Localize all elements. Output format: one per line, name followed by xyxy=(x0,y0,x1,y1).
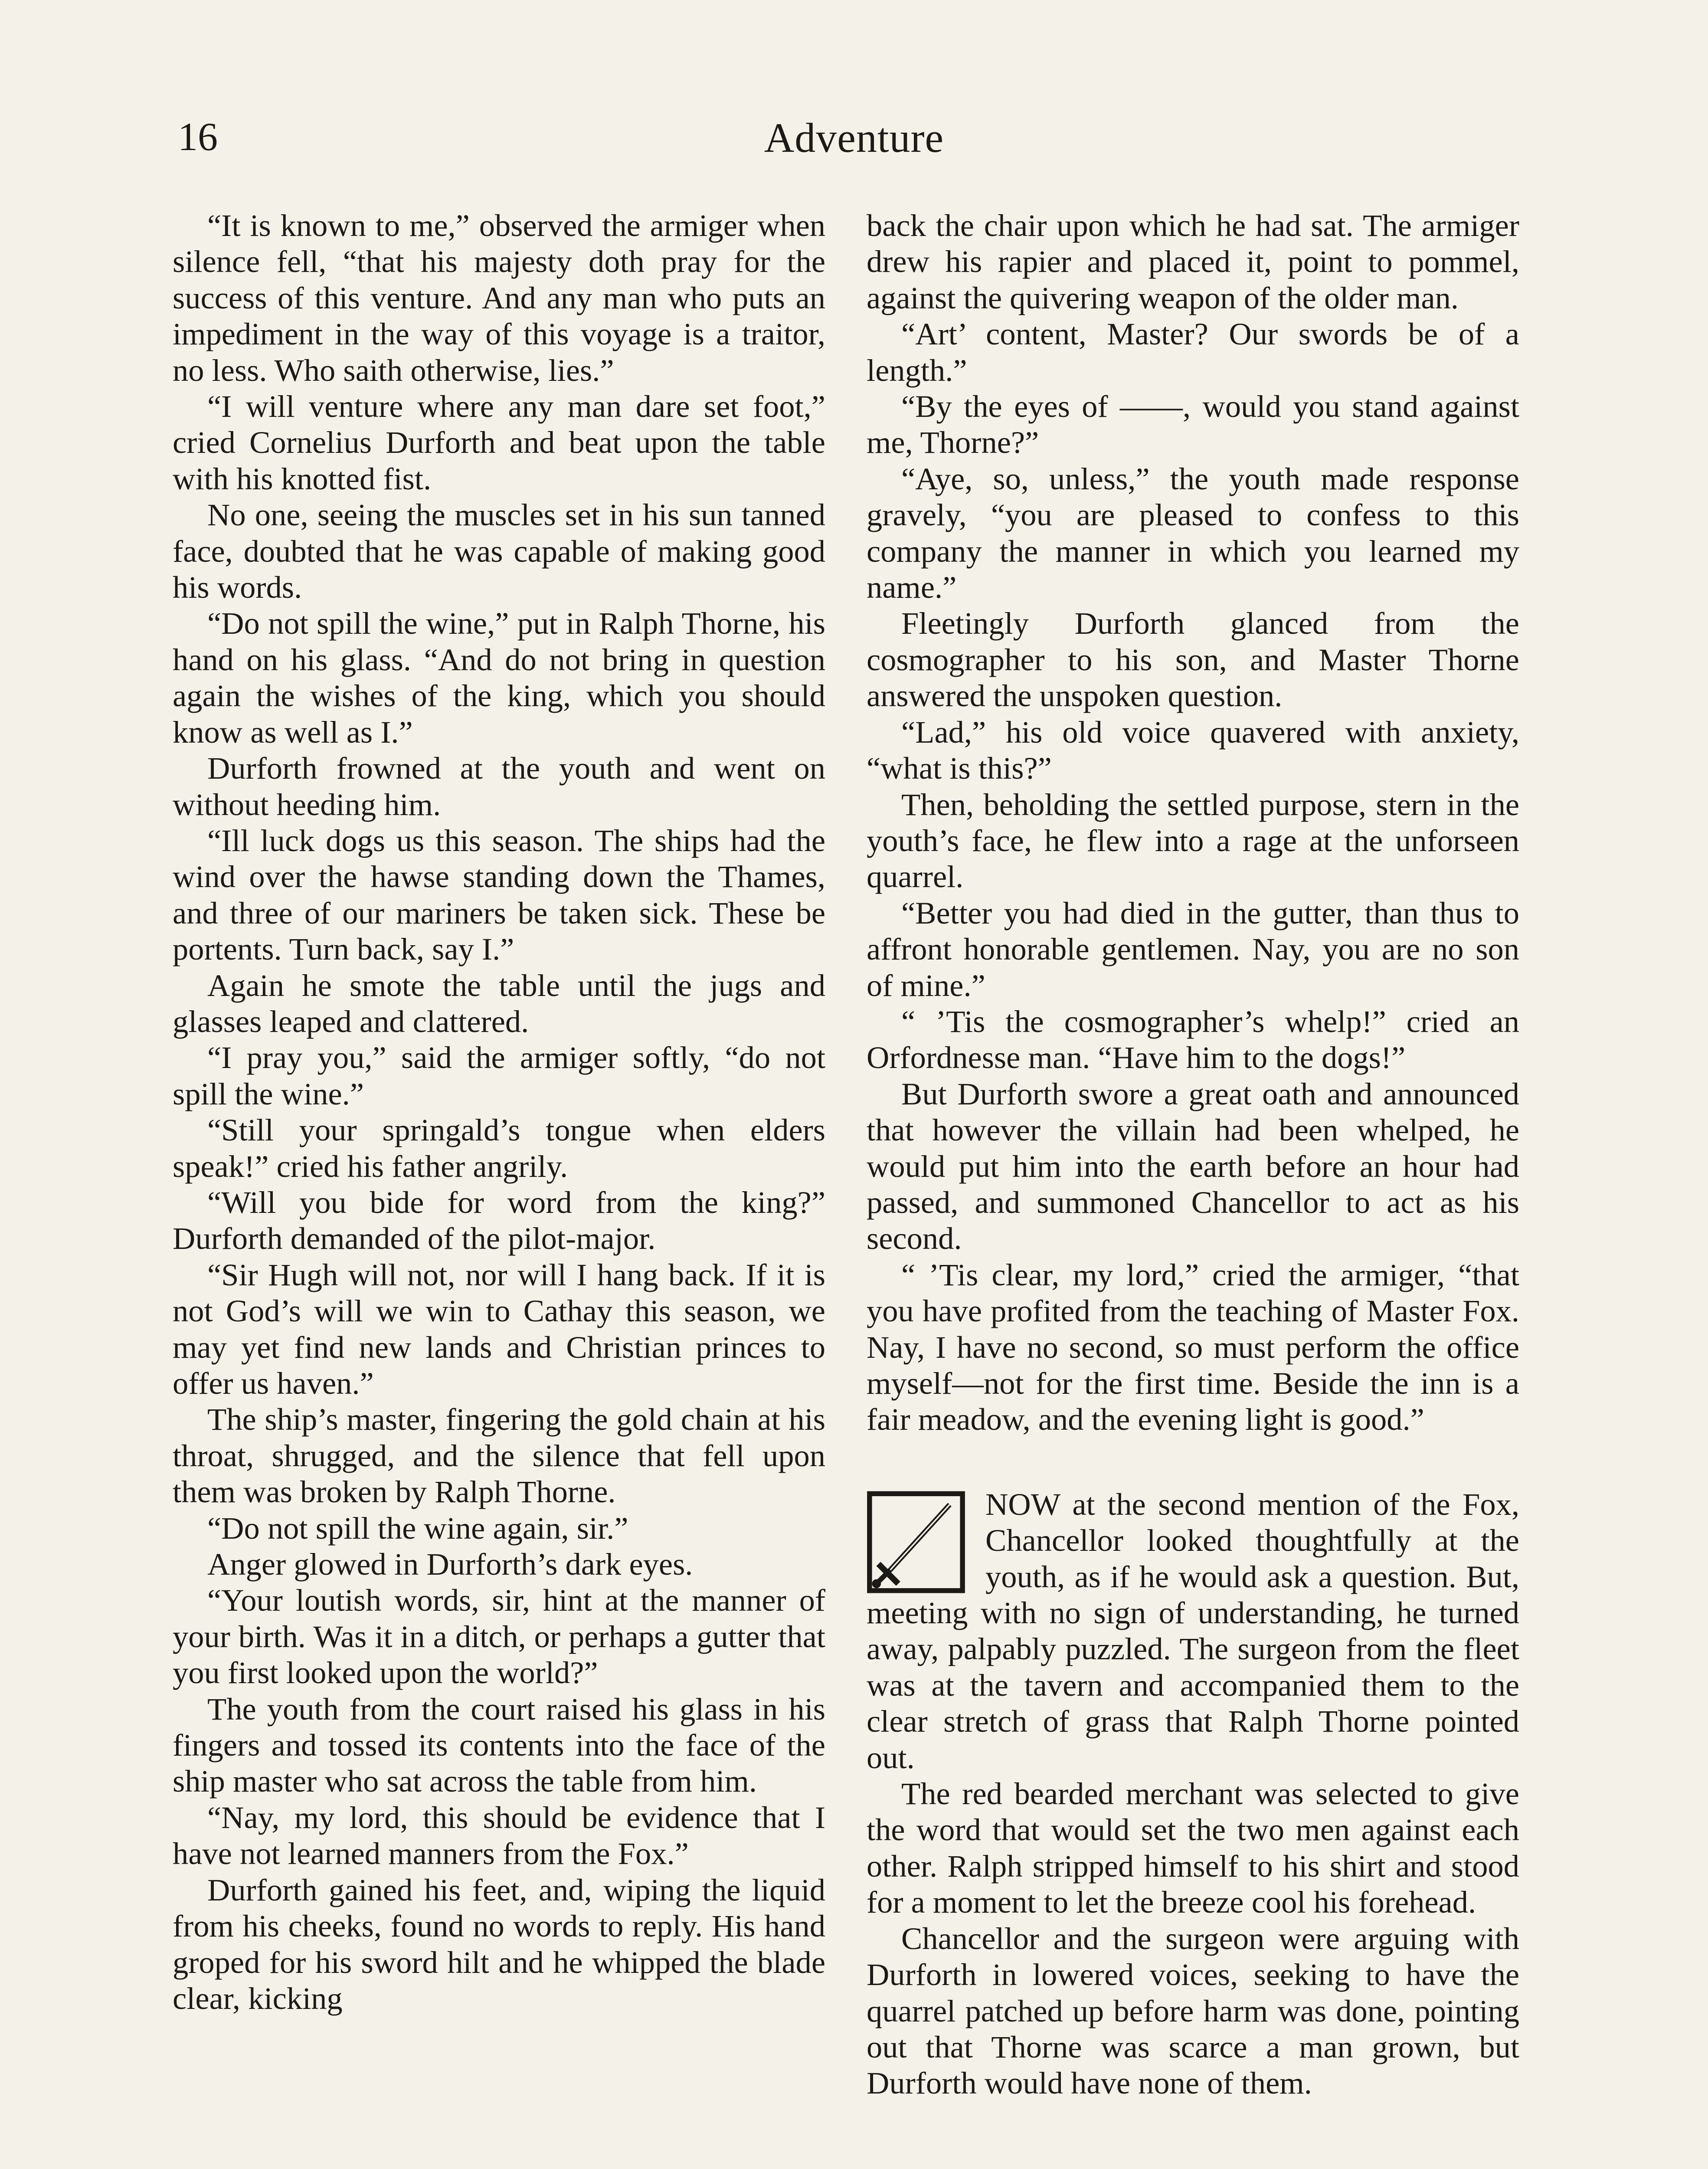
paragraph-text: The red bearded merchant was selected to give the word that would set the two men against each other. Ralph stripped himself to his shirt and stood for a moment to let the breeze cool his forehead. xyxy=(867,1776,1519,1920)
paragraph xyxy=(173,1401,825,1510)
paragraph-text: “Do not spill the wine,” put in Ralph Thorne, his hand on his glass. “And do not bring in question again the wishes of the king, which you should know as well as I.” xyxy=(173,606,825,750)
paragraph xyxy=(173,822,825,967)
paragraph-text: The ship’s master, fingering the gold chain at his throat, shrugged, and the silence that fell upon them was broken by Ralph Thorne. xyxy=(173,1402,825,1510)
paragraph-text: Chancellor and the surgeon were arguing with Durforth in lowered voices, seeking to have the quarrel patched up before harm was done, pointing out that Thorne was scarce a man grown, but Durforth would have none of them. xyxy=(867,1920,1519,2101)
paragraph xyxy=(867,895,1519,1003)
paragraph xyxy=(867,461,1519,606)
paragraph-text: “Lad,” his old voice quavered with anxiety, “what is this?” xyxy=(867,714,1519,786)
paragraph xyxy=(867,207,1519,316)
paragraph-text: NOW at the second mention of the Fox, Chancellor looked thoughtfully at the youth, as if he would ask a question. But, meeting with no sign of understanding, he turned away, palpably puzzled. The surgeon from the fleet was at the tavern and accompanied them to the clear stretch of grass that Ralph Thorne pointed out. xyxy=(867,1486,1519,1775)
paragraph-text: “Art’ content, Master? Our swords be of a length.” xyxy=(867,316,1519,388)
paragraph xyxy=(867,1257,1519,1438)
paragraph xyxy=(173,1546,825,1582)
paragraph xyxy=(173,750,825,822)
paragraph-text: Durforth frowned at the youth and went on without heeding him. xyxy=(173,750,825,822)
paragraph-text: back the chair upon which he had sat. The armiger drew his rapier and placed it, point to pommel, against the quivering weapon of the older man. xyxy=(867,208,1519,315)
paragraph-text: “It is known to me,” observed the armiger when silence fell, “that his majesty doth pray for the success of this venture. And any man who puts an impediment in the way of this voyage is a traitor, no less. Who saith otherwise, lies.” xyxy=(173,208,825,388)
paragraph xyxy=(173,497,825,605)
paragraph-text: “Better you had died in the gutter, than thus to affront honorable gentlemen. Nay, you are no son of mine.” xyxy=(867,895,1519,1003)
paragraph-text: “Nay, my lord, this should be evidence that I have not learned manners from the Fox.” xyxy=(173,1799,825,1871)
paragraph xyxy=(867,714,1519,786)
paragraph xyxy=(173,1039,825,1112)
paragraph xyxy=(173,1872,825,2017)
paragraph xyxy=(173,207,825,388)
paragraph xyxy=(173,1510,825,1546)
paragraph-text: “Still your springald’s tongue when elders speak!” cried his father angrily. xyxy=(173,1112,825,1184)
paragraph xyxy=(173,1257,825,1402)
paragraph xyxy=(173,388,825,497)
paragraph xyxy=(173,967,825,1040)
paragraph xyxy=(867,1486,1519,1776)
paragraph-text: Then, beholding the settled purpose, stern in the youth’s face, he flew into a rage at the unforseen quarrel. xyxy=(867,786,1519,894)
paragraph xyxy=(867,388,1519,461)
paragraph-text: “Sir Hugh will not, nor will I hang back. If it is not God’s will we win to Cathay this season, we may yet find new lands and Christian princes to offer us haven.” xyxy=(173,1257,825,1401)
sword-ornament-icon xyxy=(867,1491,965,1594)
paragraph xyxy=(173,1799,825,1872)
paragraph xyxy=(867,1920,1519,2101)
paragraph xyxy=(173,1691,825,1799)
paragraph xyxy=(867,1076,1519,1257)
paragraph-text: No one, seeing the muscles set in his sun tanned face, doubted that he was capable of making good his words. xyxy=(173,497,825,605)
paragraph-text: Durforth gained his feet, and, wiping the liquid from his cheeks, found no words to reply. His hand groped for his sword hilt and he whipped the blade clear, kicking xyxy=(173,1872,825,2016)
paragraph-text: “ ’Tis clear, my lord,” cried the armiger, “that you have profited from the teaching of Master Fox. Nay, I have no second, so must perform the office myself—not for the first time. Beside the inn is a fair meadow, and the evening light is good.” xyxy=(867,1257,1519,1437)
paragraph xyxy=(173,1112,825,1184)
right-text-column xyxy=(867,207,1519,2101)
running-head-title: Adventure xyxy=(764,115,944,161)
paragraph-text: “Do not spill the wine again, sir.” xyxy=(207,1510,628,1546)
paragraph xyxy=(173,1582,825,1691)
paragraph xyxy=(867,1003,1519,1076)
paragraph-text: “Your loutish words, sir, hint at the manner of your birth. Was it in a ditch, or perhaps a gutter that you first looked upon the world?” xyxy=(173,1583,825,1691)
paragraph-text: “By the eyes of ——, would you stand against me, Thorne?” xyxy=(867,389,1519,460)
paragraph-text: “Will you bide for word from the king?” Durforth demanded of the pilot-major. xyxy=(173,1184,825,1256)
paragraph-text: “Ill luck dogs us this season. The ships had the wind over the hawse standing down the Thames, and three of our mariners be taken sick. These be portents. Turn back, say I.” xyxy=(173,822,825,967)
paragraph-text: But Durforth swore a great oath and announced that however the villain had been whelped, he would put him into the earth before an hour had passed, and summoned Chancellor to act as his second. xyxy=(867,1076,1519,1256)
paragraph-text: The youth from the court raised his glass in his fingers and tossed its contents into the face of the ship master who sat across the table from him. xyxy=(173,1691,825,1799)
paragraph xyxy=(867,1776,1519,1920)
paragraph xyxy=(867,316,1519,388)
paragraph-text: Anger glowed in Durforth’s dark eyes. xyxy=(207,1546,693,1582)
page-number: 16 xyxy=(178,115,218,159)
left-text-column xyxy=(173,207,825,2016)
paragraph-text: Again he smote the table until the jugs and glasses leaped and clattered. xyxy=(173,967,825,1039)
paragraph-text: “I pray you,” said the armiger softly, “do not spill the wine.” xyxy=(173,1040,825,1111)
paragraph xyxy=(173,1184,825,1257)
paragraph xyxy=(867,605,1519,714)
paragraph xyxy=(867,786,1519,895)
paragraph-text: “ ’Tis the cosmographer’s whelp!” cried an Orfordnesse man. “Have him to the dogs!” xyxy=(867,1003,1519,1075)
paragraph-text: Fleetingly Durforth glanced from the cosmographer to his son, and Master Thorne answered the unspoken question. xyxy=(867,606,1519,714)
paragraph-text: “Aye, so, unless,” the youth made response gravely, “you are pleased to confess to this company the manner in which you learned my name.” xyxy=(867,461,1519,605)
paragraph xyxy=(173,605,825,750)
paragraph-text: “I will venture where any man dare set foot,” cried Cornelius Durforth and beat upon the table with his knotted fist. xyxy=(173,389,825,496)
